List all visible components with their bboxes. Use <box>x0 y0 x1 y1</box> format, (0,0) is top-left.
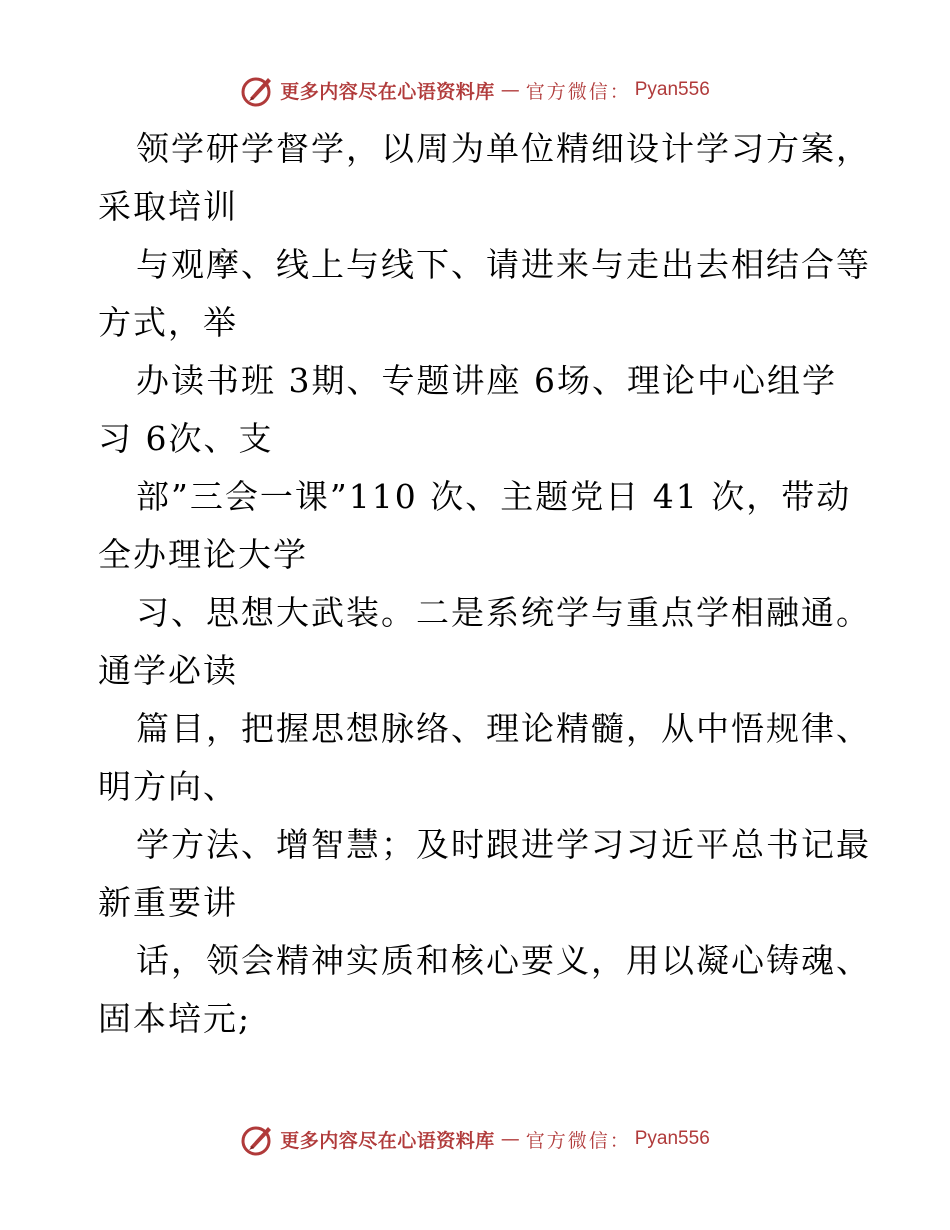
body-line-13: 学方法、增智慧；及时跟进学习习近平总书记最 <box>136 825 871 864</box>
footer-wechat-label: 官方微信： <box>525 1129 631 1152</box>
body-line-6: 习 6次、支 <box>98 419 274 458</box>
body-line-16: 固本培元; <box>98 999 252 1038</box>
header-brand-text: 更多内容尽在心语资料库 <box>280 80 495 103</box>
body-line-14: 新重要讲 <box>98 883 238 922</box>
body-line-1: 领学研学督学，以周为单位精细设计学习方案， <box>136 129 871 168</box>
body-line-9: 习、思想大武装。二是系统学与重点学相融通。 <box>136 593 871 632</box>
body-line-11: 篇目，把握思想脉络、理论精髓，从中悟规律、 <box>136 709 871 748</box>
body-line-2: 采取培训 <box>98 187 238 226</box>
header-wechat-id: Pyan556 <box>634 79 710 100</box>
footer-watermark <box>0 1119 950 1159</box>
body-line-12: 明方向、 <box>98 767 238 806</box>
header-dash: — <box>500 79 520 101</box>
quill-logo-icon <box>240 1121 276 1157</box>
header-wechat-label: 官方微信： <box>525 80 631 103</box>
footer-dash: — <box>500 1128 520 1150</box>
quill-logo-icon <box>240 72 276 108</box>
header-watermark <box>0 70 950 110</box>
body-line-7: 部”三会一课”110 次、主题党日 41 次，带动 <box>136 477 852 516</box>
body-line-10: 通学必读 <box>98 651 238 690</box>
body-line-5: 办读书班 3期、专题讲座 6场、理论中心组学 <box>136 361 837 400</box>
footer-wechat-id: Pyan556 <box>634 1128 710 1149</box>
body-line-15: 话，领会精神实质和核心要义，用以凝心铸魂、 <box>136 941 871 980</box>
body-line-4: 方式，举 <box>98 303 238 342</box>
document-body <box>98 120 871 1048</box>
body-line-8: 全办理论大学 <box>98 535 308 574</box>
body-line-3: 与观摩、线上与线下、请进来与走出去相结合等 <box>136 245 871 284</box>
footer-brand-text: 更多内容尽在心语资料库 <box>280 1129 495 1152</box>
